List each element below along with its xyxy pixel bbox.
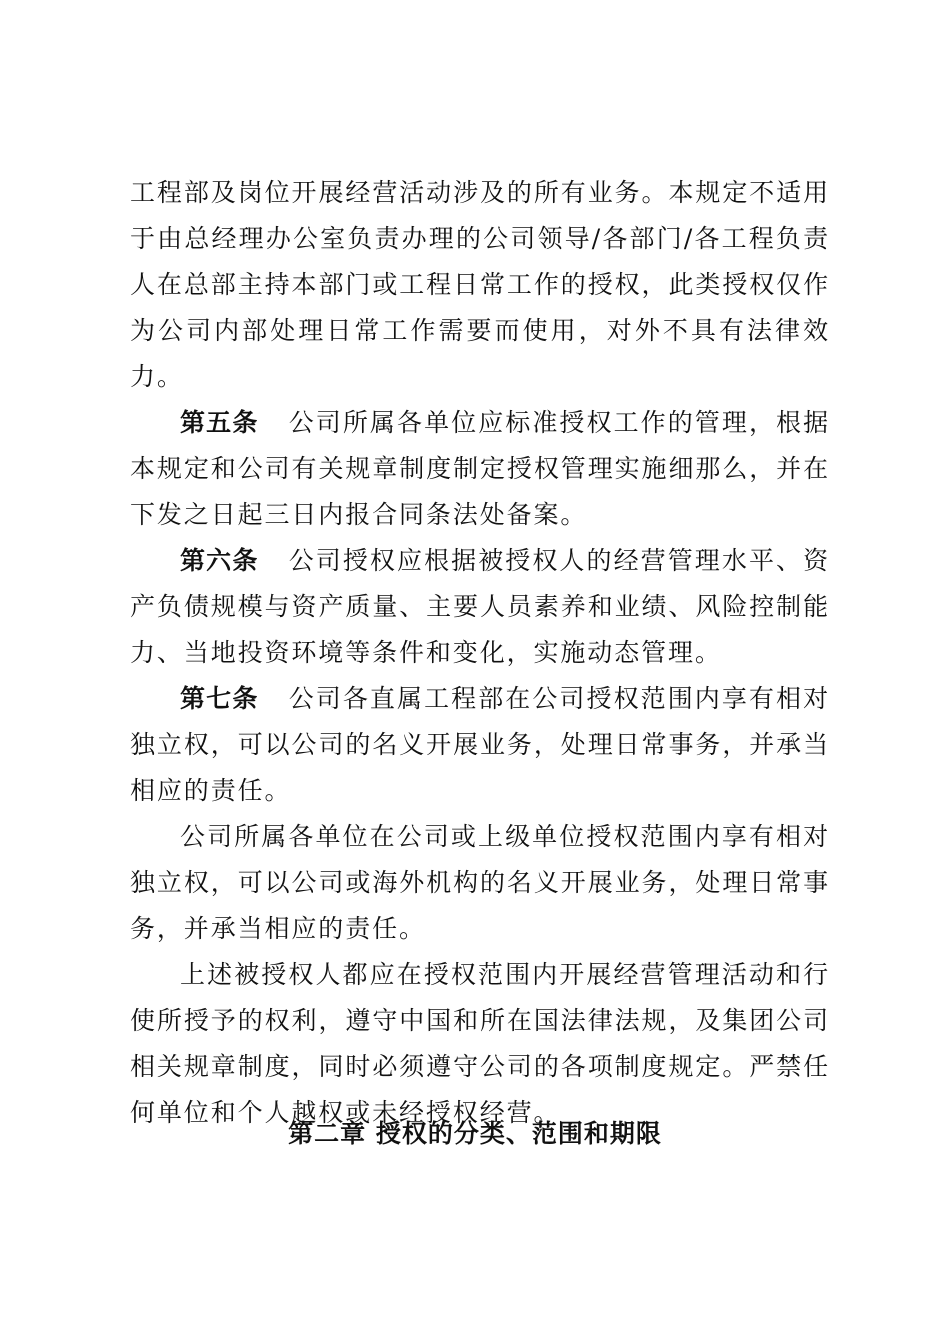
paragraph-continuation: 工程部及岗位开展经营活动涉及的所有业务。本规定不适用于由总经理办公室负责办理的公司领导/各部门/各工程负责人在总部主持本部门或工程日常工作的授权，此类授权仅作为公司内部处理日常工作需要而使用，对外不具有法律效力。 xyxy=(130,178,830,391)
article-7-title: 第七条 xyxy=(180,684,259,713)
article-7-text: 公司各直属工程部在公司授权范围内享有相对独立权，可以公司的名义开展业务，处理日常事务，并承当相应的责任。 xyxy=(130,684,830,805)
document-body xyxy=(130,170,830,1136)
article-5-title: 第五条 xyxy=(180,408,259,437)
paragraph-subsidiaries: 公司所属各单位在公司或上级单位授权范围内享有相对独立权，可以公司或海外机构的名义开展业务，处理日常事务，并承当相应的责任。 xyxy=(130,822,830,943)
article-5 xyxy=(130,400,830,538)
article-6-text: 公司授权应根据被授权人的经营管理水平、资产负债规模与资产质量、主要人员素养和业绩、风险控制能力、当地投资环境等条件和变化，实施动态管理。 xyxy=(130,546,830,667)
article-6-title: 第六条 xyxy=(180,546,259,575)
article-7 xyxy=(130,676,830,814)
article-5-text: 公司所属各单位应标准授权工作的管理，根据本规定和公司有关规章制度制定授权管理实施细那么，并在下发之日起三日内报合同条法处备案。 xyxy=(130,408,830,529)
paragraph-obligations: 上述被授权人都应在授权范围内开展经营管理活动和行使所授予的权利，遵守中国和所在国法律法规，及集团公司相关规章制度，同时必须遵守公司的各项制度规定。严禁任何单位和个人越权或未经授权经营。 xyxy=(130,960,830,1127)
chapter-heading: 第二章 授权的分类、范围和期限 xyxy=(288,1119,662,1148)
article-6 xyxy=(130,538,830,676)
